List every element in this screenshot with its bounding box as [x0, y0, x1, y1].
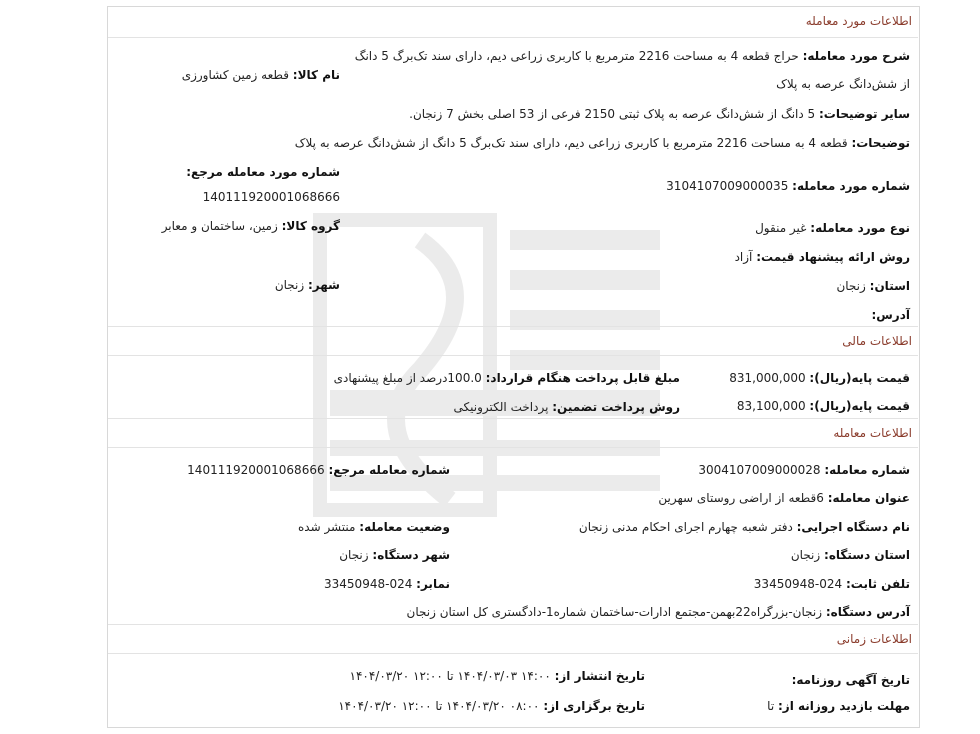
deal-agency-province — [791, 548, 910, 562]
field-value: 6قطعه از اراضی روستای سهرین — [658, 491, 824, 505]
section-financial — [108, 326, 918, 356]
field-value: 100.0درصد از مبلغ پیشنهادی — [333, 371, 482, 385]
section-title: اطلاعات مورد معامله — [805, 14, 912, 28]
field-value: پرداخت الکترونیکی — [453, 400, 549, 414]
field-label: روش ارائه پیشنهاد قیمت: — [756, 250, 910, 264]
item-description-cont — [776, 77, 910, 91]
item-city — [275, 278, 340, 292]
field-label: گروه کالا: — [281, 219, 340, 233]
deal-phone — [754, 577, 910, 591]
field-value: 140111920001068666 — [187, 463, 325, 477]
item-address — [871, 308, 910, 322]
field-label: شرح مورد معامله: — [802, 49, 910, 63]
deal-agency-city — [339, 548, 450, 562]
financial-contract-payment — [334, 371, 680, 385]
section-title: اطلاعات مالی — [842, 334, 912, 348]
field-label: شهر دستگاه: — [372, 548, 450, 562]
timing-visit-range — [767, 699, 910, 713]
field-value: ۱۴:۰۰ ۱۴۰۴/۰۳/۰۳ تا ۱۲:۰۰ ۱۴۰۴/۰۳/۲۰ — [349, 669, 551, 683]
field-value: 83,100,000 — [736, 399, 806, 413]
item-type — [755, 221, 910, 235]
field-value: 140111920001068666 — [202, 190, 340, 204]
field-label: استان: — [869, 279, 910, 293]
field-label: سایر توضیحات: — [819, 107, 910, 121]
field-label: شماره مورد معامله: — [792, 179, 910, 193]
field-label: نام دستگاه اجرایی: — [796, 520, 910, 534]
timing-newspaper-date — [792, 673, 910, 687]
section-title: اطلاعات معامله — [833, 426, 912, 440]
item-province — [836, 279, 910, 293]
field-value: تا — [767, 699, 775, 713]
field-value: زنجان — [339, 548, 369, 562]
field-label: نمابر: — [416, 577, 450, 591]
field-label: قیمت پایه(ریال): — [809, 399, 910, 413]
field-value: 5 دانگ از شش‌دانگ عرصه به پلاک ثبتی 2150 فرعی از 53 اصلی بخش 7 زنجان. — [409, 107, 816, 121]
timing-holding-range — [338, 699, 645, 713]
field-label: مبلغ قابل پرداخت هنگام قرارداد: — [485, 371, 680, 385]
field-value: از شش‌دانگ عرصه به پلاک — [776, 77, 910, 91]
field-value: 831,000,000 — [729, 371, 806, 385]
item-description — [355, 49, 910, 63]
section-deal — [108, 418, 918, 448]
field-value: زنجان — [836, 279, 866, 293]
field-value: 3004107009000028 — [698, 463, 821, 477]
field-label: شهر: — [308, 278, 340, 292]
field-value: دفتر شعبه چهارم اجرای احکام مدنی زنجان — [578, 520, 793, 534]
deal-title — [658, 491, 910, 505]
field-label: روش پرداخت تضمین: — [552, 400, 680, 414]
item-price-method — [735, 250, 910, 264]
item-goods-group — [162, 219, 340, 233]
item-number — [666, 179, 910, 193]
financial-guarantee-method — [454, 400, 680, 414]
section-timing — [108, 624, 918, 654]
field-label: مهلت بازدید روزانه از: — [778, 699, 910, 713]
field-label: شماره معامله: — [824, 463, 910, 477]
field-value: غیر منقول — [755, 221, 807, 235]
section-deal-info — [108, 7, 918, 38]
deal-agency — [579, 520, 910, 534]
deal-status — [298, 520, 450, 534]
field-label: وضعیت معامله: — [359, 520, 450, 534]
field-value: 024-33450948 — [753, 577, 843, 591]
item-ref-number — [186, 165, 340, 179]
financial-base-price-2 — [737, 399, 910, 413]
timing-publish-range — [350, 669, 645, 683]
field-value: زنجان — [790, 548, 821, 562]
deal-agency-address — [407, 605, 910, 619]
financial-base-price-1 — [729, 371, 910, 385]
field-label: آدرس دستگاه: — [825, 605, 910, 619]
field-label: نام کالا: — [292, 68, 340, 82]
item-goods-name — [182, 68, 340, 82]
field-label: توضیحات: — [851, 136, 910, 150]
item-ref-number-value — [203, 190, 340, 204]
field-label: استان دستگاه: — [824, 548, 910, 562]
field-value: ۰۸:۰۰ ۱۴۰۴/۰۳/۲۰ تا ۱۲:۰۰ ۱۴۰۴/۰۳/۲۰ — [338, 699, 540, 713]
field-value: 024-33450948 — [324, 577, 413, 591]
field-label: عنوان معامله: — [827, 491, 910, 505]
field-value: زنجان-بزرگراه22بهمن-مجتمع ادارات-ساختمان شماره1-دادگستری کل استان زنجان — [406, 605, 823, 619]
field-label: قیمت پایه(ریال): — [809, 371, 910, 385]
field-value: حراج قطعه 4 به مساحت 2216 مترمربع با کاربری زراعی دیم، دارای سند تک‌برگ 5 دانگ — [354, 49, 799, 63]
deal-number — [698, 463, 910, 477]
field-label: شماره معامله مرجع: — [328, 463, 450, 477]
section-title: اطلاعات زمانی — [836, 632, 912, 646]
field-value: زنجان — [274, 278, 305, 292]
field-label: تلفن ثابت: — [845, 577, 910, 591]
field-value: منتشر شده — [297, 520, 356, 534]
item-notes — [295, 136, 910, 150]
field-label: آدرس: — [871, 308, 910, 322]
field-label: شماره مورد معامله مرجع: — [186, 165, 340, 179]
field-label: نوع مورد معامله: — [810, 221, 910, 235]
item-other-notes — [409, 107, 910, 121]
field-value: آزاد — [734, 250, 753, 264]
field-label: تاریخ آگهی روزنامه: — [791, 673, 910, 687]
field-label: تاریخ برگزاری از: — [543, 699, 645, 713]
field-label: تاریخ انتشار از: — [554, 669, 645, 683]
deal-fax — [324, 577, 450, 591]
field-value: قطعه 4 به مساحت 2216 مترمربع با کاربری زراعی دیم، دارای سند تک‌برگ 5 دانگ از شش‌دانگ عرصه به پلاک — [294, 136, 848, 150]
deal-ref-number — [187, 463, 450, 477]
field-value: قطعه زمین کشاورزی — [181, 68, 289, 82]
field-value: 3104107009000035 — [666, 179, 789, 193]
field-value: زمین، ساختمان و معابر — [161, 219, 278, 233]
